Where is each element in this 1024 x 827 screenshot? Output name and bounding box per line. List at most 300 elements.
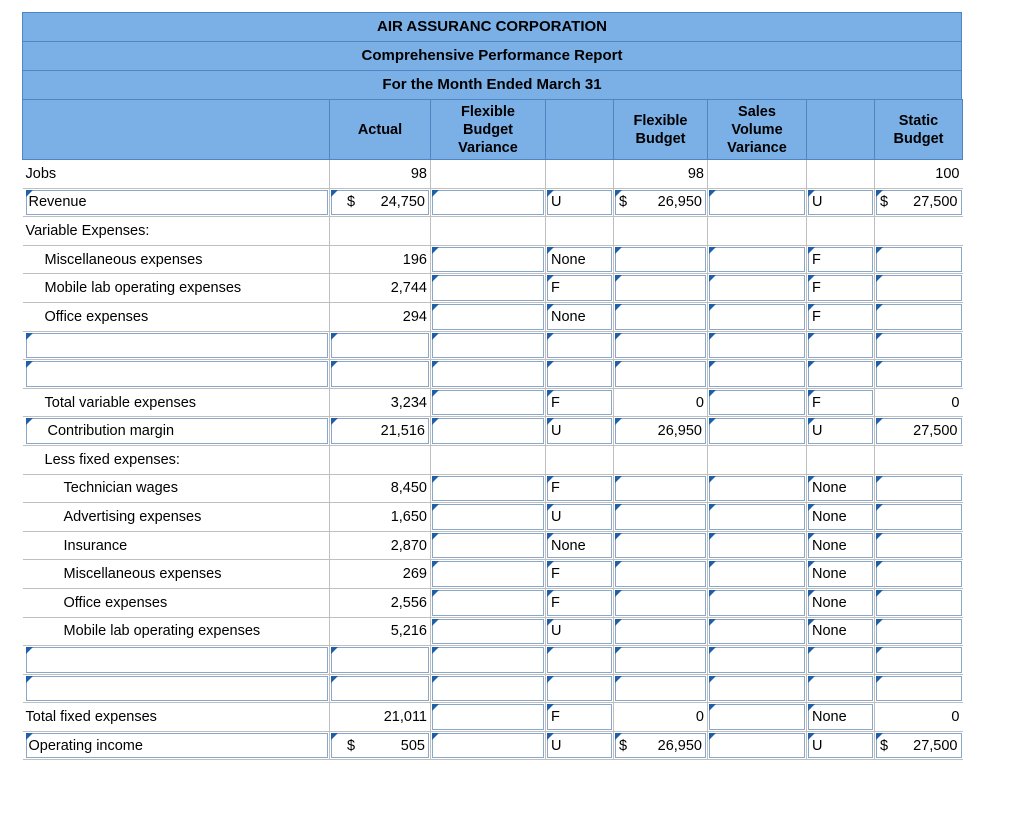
row-label-text: Revenue	[28, 194, 87, 211]
cell-actual	[330, 245, 431, 274]
cell-sv-flag[interactable]	[807, 331, 875, 360]
cell-static-budget[interactable]	[875, 274, 963, 303]
cell-sv-variance[interactable]	[708, 417, 807, 446]
cell-fb-flag[interactable]	[546, 703, 614, 732]
cell-static-budget[interactable]	[875, 360, 963, 389]
amount-input[interactable]	[615, 190, 706, 216]
variance-flag-select[interactable]	[547, 390, 612, 416]
cell-sv-variance[interactable]	[708, 302, 807, 331]
row-label	[23, 474, 330, 503]
cell-fb-variance[interactable]	[431, 531, 546, 560]
report-period: For the Month Ended March 31	[22, 70, 962, 99]
amount-input[interactable]	[331, 676, 429, 702]
row-label-text: Less fixed expenses:	[44, 451, 180, 468]
cell-fb-variance[interactable]	[431, 617, 546, 646]
cell-fb-flag[interactable]	[546, 331, 614, 360]
cell-static-budget[interactable]	[875, 531, 963, 560]
amount-value: 0	[951, 394, 960, 411]
amount-value: 26,950	[657, 423, 702, 440]
amount-input[interactable]	[331, 733, 429, 759]
amount-input[interactable]	[876, 676, 962, 702]
amount-value: 2,556	[390, 594, 427, 611]
cell-fb-flag[interactable]	[546, 245, 614, 274]
amount-input[interactable]	[709, 333, 805, 359]
amount-input[interactable]	[808, 361, 873, 387]
cell-fb-variance[interactable]	[431, 474, 546, 503]
cell-sv-flag[interactable]	[807, 531, 875, 560]
cell-flexible-budget[interactable]	[614, 617, 708, 646]
cell-flexible-budget[interactable]	[614, 588, 708, 617]
cell-fb-variance[interactable]	[431, 274, 546, 303]
cell-fb-flag[interactable]	[546, 674, 614, 703]
cell-flexible-budget[interactable]	[614, 646, 708, 675]
variance-flag-select[interactable]	[547, 704, 612, 730]
cell-static-budget[interactable]	[875, 560, 963, 589]
cell-fb-variance[interactable]	[431, 588, 546, 617]
cell-flexible-budget[interactable]	[614, 274, 708, 303]
row-label-text: Miscellaneous expenses	[63, 566, 222, 583]
row-label-text: Technician wages	[63, 480, 178, 497]
amount-input[interactable]	[547, 647, 612, 673]
amount-input[interactable]	[808, 333, 873, 359]
cell-sv-variance[interactable]	[708, 503, 807, 532]
variance-flag-select[interactable]	[547, 275, 612, 301]
cell-static-budget[interactable]	[875, 302, 963, 331]
variance-flag-select[interactable]	[808, 190, 873, 216]
amount-input[interactable]	[615, 476, 706, 502]
amount-input[interactable]	[432, 390, 544, 416]
amount-input[interactable]	[876, 190, 962, 216]
variance-flag-text: U	[812, 423, 823, 440]
cell-static-budget[interactable]	[875, 503, 963, 532]
amount-input[interactable]	[432, 533, 544, 559]
amount-input[interactable]	[432, 275, 544, 301]
currency-symbol: $	[619, 194, 628, 211]
cell-sv-variance[interactable]	[708, 531, 807, 560]
cell-fb-flag[interactable]	[546, 646, 614, 675]
variance-flag-select[interactable]	[808, 304, 873, 330]
cell-static-budget[interactable]	[875, 245, 963, 274]
amount-input[interactable]	[709, 476, 805, 502]
amount-input[interactable]	[709, 733, 805, 759]
cell-actual[interactable]	[330, 417, 431, 446]
amount-input[interactable]	[615, 361, 706, 387]
amount-input[interactable]	[615, 333, 706, 359]
cell-flexible-budget[interactable]	[614, 331, 708, 360]
cell-fb-flag[interactable]	[546, 302, 614, 331]
cell-actual[interactable]	[330, 646, 431, 675]
cell-sv-flag[interactable]	[807, 588, 875, 617]
amount-input[interactable]	[876, 533, 962, 559]
amount-input[interactable]	[432, 733, 544, 759]
amount-input[interactable]	[547, 676, 612, 702]
cell-sv-flag[interactable]	[807, 731, 875, 760]
cell-sv-flag[interactable]	[807, 245, 875, 274]
row-label[interactable]	[23, 674, 330, 703]
amount-input[interactable]	[709, 247, 805, 273]
amount-input[interactable]	[709, 647, 805, 673]
variance-flag-select[interactable]	[547, 476, 612, 502]
amount-input[interactable]	[615, 647, 706, 673]
cell-sv-variance[interactable]	[708, 703, 807, 732]
cell-fb-flag[interactable]	[546, 731, 614, 760]
cell-sv-flag[interactable]	[807, 274, 875, 303]
variance-flag-select[interactable]	[808, 619, 873, 645]
cell-sv-variance[interactable]	[708, 360, 807, 389]
cell-actual[interactable]	[330, 674, 431, 703]
variance-flag-select[interactable]	[808, 275, 873, 301]
variance-flag-select[interactable]	[547, 590, 612, 616]
cell-sv-flag[interactable]	[807, 302, 875, 331]
row-label-text: Operating income	[28, 737, 143, 754]
variance-flag-select[interactable]	[547, 619, 612, 645]
cell-flexible-budget[interactable]	[614, 531, 708, 560]
amount-input[interactable]	[547, 333, 612, 359]
cell-actual	[330, 617, 431, 646]
cell-static-budget[interactable]	[875, 474, 963, 503]
variance-flag-select[interactable]	[547, 533, 612, 559]
cell-flexible-budget[interactable]	[614, 245, 708, 274]
label-input[interactable]	[26, 647, 329, 673]
row-label[interactable]	[23, 360, 330, 389]
row-label-text: Office expenses	[63, 594, 168, 611]
cell-static-budget[interactable]	[875, 674, 963, 703]
row-label-text: Insurance	[63, 537, 128, 554]
amount-value: 294	[402, 308, 427, 325]
amount-input[interactable]	[709, 418, 805, 444]
cell-sv-flag	[807, 445, 875, 474]
cell-fb-variance[interactable]	[431, 703, 546, 732]
amount-input[interactable]	[876, 561, 962, 587]
amount-input[interactable]	[808, 676, 873, 702]
label-input[interactable]	[26, 190, 329, 216]
variance-flag-select[interactable]	[808, 504, 873, 530]
amount-input[interactable]	[615, 590, 706, 616]
cell-fb-flag[interactable]	[546, 388, 614, 417]
cell-sv-flag[interactable]	[807, 360, 875, 389]
amount-input[interactable]	[709, 390, 805, 416]
cell-sv-variance[interactable]	[708, 560, 807, 589]
amount-input[interactable]	[876, 619, 962, 645]
row-office-fixed	[23, 588, 963, 617]
amount-input[interactable]	[876, 733, 962, 759]
amount-input[interactable]	[876, 418, 962, 444]
cell-static-budget[interactable]	[875, 588, 963, 617]
cell-flexible-budget[interactable]	[614, 731, 708, 760]
variance-flag-select[interactable]	[808, 247, 873, 273]
amount-input[interactable]	[709, 561, 805, 587]
row-blank-entry	[23, 331, 963, 360]
cell-fb-variance[interactable]	[431, 188, 546, 217]
cell-fb-flag[interactable]	[546, 588, 614, 617]
cell-fb-variance[interactable]	[431, 360, 546, 389]
variance-flag-text: None	[551, 308, 586, 325]
amount-input[interactable]	[331, 361, 429, 387]
amount-input[interactable]	[432, 418, 544, 444]
label-input[interactable]	[26, 361, 329, 387]
cell-static-budget[interactable]	[875, 188, 963, 217]
cell-flexible-budget[interactable]	[614, 188, 708, 217]
cell-sv-flag[interactable]	[807, 674, 875, 703]
amount-input[interactable]	[615, 504, 706, 530]
amount-input[interactable]	[876, 247, 962, 273]
cell-fb-flag	[546, 160, 614, 189]
amount-input[interactable]	[615, 247, 706, 273]
cell-fb-variance[interactable]	[431, 560, 546, 589]
cell-static-budget[interactable]	[875, 417, 963, 446]
cell-flexible-budget[interactable]	[614, 560, 708, 589]
cell-sv-variance[interactable]	[708, 388, 807, 417]
label-input[interactable]	[26, 333, 329, 359]
cell-flexible-budget[interactable]	[614, 503, 708, 532]
cell-sv-variance[interactable]	[708, 331, 807, 360]
amount-input[interactable]	[432, 504, 544, 530]
row-total-var	[23, 388, 963, 417]
cell-actual	[330, 274, 431, 303]
row-label[interactable]	[23, 331, 330, 360]
row-blank-entry	[23, 360, 963, 389]
currency-symbol: $	[347, 194, 356, 211]
cell-fb-variance[interactable]	[431, 503, 546, 532]
cell-flexible-budget[interactable]	[614, 674, 708, 703]
amount-input[interactable]	[709, 704, 805, 730]
cell-fb-flag[interactable]	[546, 417, 614, 446]
amount-input[interactable]	[432, 361, 544, 387]
cell-fb-variance[interactable]	[431, 388, 546, 417]
cell-sv-flag[interactable]	[807, 474, 875, 503]
company-title: AIR ASSURANC CORPORATION	[22, 12, 962, 41]
amount-input[interactable]	[615, 304, 706, 330]
amount-value: 26,950	[657, 737, 702, 754]
cell-flexible-budget	[614, 388, 708, 417]
cell-actual[interactable]	[330, 331, 431, 360]
cell-flexible-budget	[614, 217, 708, 246]
amount-input[interactable]	[615, 676, 706, 702]
variance-flag-select[interactable]	[808, 561, 873, 587]
variance-flag-select[interactable]	[808, 704, 873, 730]
variance-flag-text: U	[812, 737, 823, 754]
variance-flag-text: None	[812, 480, 847, 497]
cell-sv-variance	[708, 217, 807, 246]
cell-fb-variance[interactable]	[431, 646, 546, 675]
amount-input[interactable]	[432, 247, 544, 273]
variance-flag-text: None	[812, 537, 847, 554]
cell-fb-variance[interactable]	[431, 674, 546, 703]
currency-symbol: $	[619, 737, 628, 754]
cell-sv-flag[interactable]	[807, 646, 875, 675]
cell-sv-variance[interactable]	[708, 646, 807, 675]
amount-input[interactable]	[709, 275, 805, 301]
cell-sv-variance[interactable]	[708, 731, 807, 760]
amount-input[interactable]	[331, 190, 429, 216]
cell-sv-variance[interactable]	[708, 617, 807, 646]
amount-input[interactable]	[331, 647, 429, 673]
amount-input[interactable]	[876, 361, 962, 387]
amount-input[interactable]	[432, 476, 544, 502]
cell-sv-variance[interactable]	[708, 474, 807, 503]
cell-fb-flag[interactable]	[546, 474, 614, 503]
amount-value: 27,500	[913, 194, 958, 211]
cell-sv-flag[interactable]	[807, 617, 875, 646]
variance-flag-select[interactable]	[547, 561, 612, 587]
cell-sv-variance	[708, 445, 807, 474]
variance-flag-select[interactable]	[808, 418, 873, 444]
cell-sv-variance[interactable]	[708, 245, 807, 274]
cell-actual[interactable]	[330, 731, 431, 760]
amount-input[interactable]	[876, 590, 962, 616]
amount-input[interactable]	[876, 476, 962, 502]
amount-input[interactable]	[709, 590, 805, 616]
variance-flag-text: F	[551, 394, 560, 411]
variance-flag-select[interactable]	[547, 247, 612, 273]
cell-flexible-budget[interactable]	[614, 417, 708, 446]
cell-static-budget[interactable]	[875, 731, 963, 760]
amount-input[interactable]	[432, 590, 544, 616]
variance-flag-text: F	[551, 709, 560, 726]
cell-flexible-budget[interactable]	[614, 360, 708, 389]
amount-input[interactable]	[709, 619, 805, 645]
cell-flexible-budget	[614, 445, 708, 474]
amount-input[interactable]	[808, 647, 873, 673]
cell-fb-flag[interactable]	[546, 188, 614, 217]
amount-input[interactable]	[331, 418, 429, 444]
cell-sv-variance[interactable]	[708, 588, 807, 617]
row-variable-header	[23, 217, 963, 246]
amount-input[interactable]	[547, 361, 612, 387]
row-mobile-var	[23, 274, 963, 303]
amount-input[interactable]	[709, 504, 805, 530]
variance-flag-text: F	[551, 594, 560, 611]
variance-flag-select[interactable]	[808, 533, 873, 559]
cell-fb-flag[interactable]	[546, 560, 614, 589]
amount-input[interactable]	[709, 676, 805, 702]
row-office-var	[23, 302, 963, 331]
label-input[interactable]	[26, 676, 329, 702]
amount-input[interactable]	[432, 333, 544, 359]
amount-value: 2,870	[390, 537, 427, 554]
cell-fb-variance[interactable]	[431, 731, 546, 760]
amount-input[interactable]	[876, 647, 962, 673]
amount-input[interactable]	[709, 304, 805, 330]
amount-input[interactable]	[876, 304, 962, 330]
cell-sv-flag	[807, 160, 875, 189]
cell-actual[interactable]	[330, 188, 431, 217]
amount-input[interactable]	[709, 361, 805, 387]
header-flexible-budget: Flexible Budget	[614, 100, 708, 160]
cell-flexible-budget[interactable]	[614, 302, 708, 331]
amount-input[interactable]	[432, 704, 544, 730]
amount-input[interactable]	[331, 333, 429, 359]
label-input[interactable]	[26, 733, 329, 759]
cell-fb-flag[interactable]	[546, 274, 614, 303]
row-label	[23, 188, 330, 217]
cell-sv-flag[interactable]	[807, 417, 875, 446]
cell-fb-variance[interactable]	[431, 417, 546, 446]
amount-value: 3,234	[390, 394, 427, 411]
amount-input[interactable]	[876, 275, 962, 301]
amount-input[interactable]	[615, 619, 706, 645]
amount-input[interactable]	[432, 676, 544, 702]
variance-flag-text: F	[551, 280, 560, 297]
amount-input[interactable]	[615, 418, 706, 444]
cell-fb-flag[interactable]	[546, 531, 614, 560]
amount-input[interactable]	[615, 561, 706, 587]
amount-input[interactable]	[709, 533, 805, 559]
cell-fb-flag[interactable]	[546, 360, 614, 389]
row-blank-entry	[23, 674, 963, 703]
variance-flag-text: F	[551, 566, 560, 583]
cell-sv-flag[interactable]	[807, 703, 875, 732]
amount-value: 0	[695, 709, 704, 726]
amount-input[interactable]	[432, 304, 544, 330]
variance-flag-select[interactable]	[547, 504, 612, 530]
amount-input[interactable]	[876, 504, 962, 530]
amount-input[interactable]	[432, 561, 544, 587]
currency-symbol: $	[880, 194, 889, 211]
cell-actual	[330, 445, 431, 474]
cell-sv-variance[interactable]	[708, 188, 807, 217]
cell-fb-variance[interactable]	[431, 302, 546, 331]
variance-flag-select[interactable]	[547, 304, 612, 330]
amount-input[interactable]	[432, 190, 544, 216]
row-label-text: Total fixed expenses	[25, 709, 157, 726]
cell-flexible-budget[interactable]	[614, 474, 708, 503]
cell-static-budget[interactable]	[875, 331, 963, 360]
row-label[interactable]	[23, 646, 330, 675]
cell-fb-flag[interactable]	[546, 503, 614, 532]
amount-value: 98	[687, 165, 704, 182]
cell-actual[interactable]	[330, 360, 431, 389]
cell-actual	[330, 474, 431, 503]
row-misc-fixed	[23, 560, 963, 589]
cell-fb-variance[interactable]	[431, 331, 546, 360]
amount-input[interactable]	[432, 647, 544, 673]
variance-flag-select[interactable]	[808, 733, 873, 759]
variance-flag-select[interactable]	[808, 476, 873, 502]
row-contribution	[23, 417, 963, 446]
cell-fb-flag[interactable]	[546, 617, 614, 646]
variance-flag-select[interactable]	[547, 733, 612, 759]
cell-fb-variance	[431, 160, 546, 189]
row-label	[23, 245, 330, 274]
cell-sv-flag[interactable]	[807, 503, 875, 532]
cell-sv-flag[interactable]	[807, 388, 875, 417]
cell-sv-variance[interactable]	[708, 274, 807, 303]
label-input[interactable]	[26, 418, 329, 444]
cell-static-budget[interactable]	[875, 617, 963, 646]
cell-actual	[330, 217, 431, 246]
amount-input[interactable]	[615, 275, 706, 301]
variance-flag-select[interactable]	[547, 418, 612, 444]
cell-sv-flag	[807, 217, 875, 246]
cell-fb-variance[interactable]	[431, 245, 546, 274]
cell-static-budget[interactable]	[875, 646, 963, 675]
variance-flag-select[interactable]	[808, 390, 873, 416]
cell-sv-variance[interactable]	[708, 674, 807, 703]
amount-input[interactable]	[432, 619, 544, 645]
cell-fb-flag	[546, 445, 614, 474]
variance-flag-text: F	[551, 480, 560, 497]
variance-flag-select[interactable]	[808, 590, 873, 616]
amount-input[interactable]	[615, 733, 706, 759]
variance-flag-select[interactable]	[547, 190, 612, 216]
amount-input[interactable]	[615, 533, 706, 559]
cell-sv-flag[interactable]	[807, 560, 875, 589]
amount-value: 21,516	[380, 423, 425, 440]
cell-sv-flag[interactable]	[807, 188, 875, 217]
amount-input[interactable]	[709, 190, 805, 216]
amount-input[interactable]	[876, 333, 962, 359]
